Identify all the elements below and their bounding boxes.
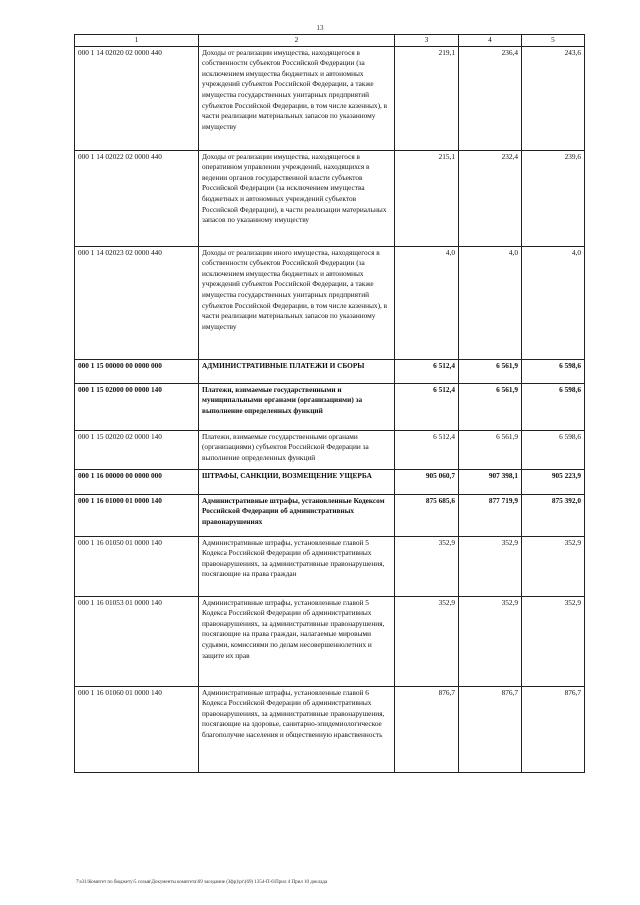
value-year2-cell: 352,9 xyxy=(459,536,522,596)
value-year2-cell: 6 561,9 xyxy=(459,383,522,430)
revenue-name-cell: Административные штрафы, установленные главой 5 Кодекса Российской Федерации об административных правонарушениях, за административные правонарушения, посягающие на права граждан, налагаемые мировыми судьями, комиссиями по делам несовершеннолетних и защите их прав xyxy=(199,596,395,686)
table-row xyxy=(75,383,585,430)
budget-code-cell: 000 1 16 01000 01 0000 140 xyxy=(75,494,199,536)
revenue-name-cell: Административные штрафы, установленные главой 6 Кодекса Российской Федерации об административных правонарушениях, за административные правонарушения, посягающие на здоровье, санитарно-эпидемиологическое благополучие населения и общественную нравственность xyxy=(199,686,395,772)
column-header-year2: 4 xyxy=(459,35,522,47)
budget-code-cell: 000 1 14 02020 02 0000 440 xyxy=(75,46,199,150)
budget-code-cell: 000 1 14 02023 02 0000 440 xyxy=(75,246,199,359)
column-header-year3: 5 xyxy=(522,35,585,47)
table-row xyxy=(75,430,585,469)
budget-code-cell: 000 1 16 01053 01 0000 140 xyxy=(75,596,199,686)
column-header-name: 2 xyxy=(199,35,395,47)
revenue-name-cell: Доходы от реализации имущества, находящегося в собственности субъектов Российской Федерации (за исключением имущества бюджетных и автономных учреждений субъектов Российской Федерации, а также имущества государственных унитарных предприятий субъектов Российской Федерации, в том числе казенных), в части реализации материальных запасов по указанному имуществу xyxy=(199,46,395,150)
revenue-name-cell: Доходы от реализации имущества, находящегося в оперативном управлении учреждений, находящихся в ведении органов государственной власти субъектов Российской Федерации (за исключением имущества бюджетных и автономных учреждений субъектов Российской Федерации), в части реализации материальных запасов по указанному имуществу xyxy=(199,150,395,246)
revenue-name-cell: ШТРАФЫ, САНКЦИИ, ВОЗМЕЩЕНИЕ УЩЕРБА xyxy=(199,469,395,494)
value-year2-cell: 876,7 xyxy=(459,686,522,772)
value-year2-cell: 232,4 xyxy=(459,150,522,246)
table-row xyxy=(75,494,585,536)
table-row xyxy=(75,359,585,383)
table-row xyxy=(75,246,585,359)
revenue-name-cell: Административные штрафы, установленные Кодексом Российской Федерации об административных правонарушениях xyxy=(199,494,395,536)
value-year1-cell: 352,9 xyxy=(395,536,459,596)
value-year2-cell: 352,9 xyxy=(459,596,522,686)
value-year1-cell: 352,9 xyxy=(395,596,459,686)
value-year2-cell: 236,4 xyxy=(459,46,522,150)
budget-code-cell: 000 1 15 02020 02 0000 140 xyxy=(75,430,199,469)
revenue-name-cell: Платежи, взимаемые государственными органами (организациями) субъектов Российской Федерации за выполнение определенных функций xyxy=(199,430,395,469)
value-year3-cell: 352,9 xyxy=(522,536,585,596)
budget-code-cell: 000 1 15 00000 00 0000 000 xyxy=(75,359,199,383)
value-year1-cell: 4,0 xyxy=(395,246,459,359)
page-number: 13 xyxy=(316,24,324,32)
value-year1-cell: 6 512,4 xyxy=(395,430,459,469)
value-year3-cell: 6 598,6 xyxy=(522,430,585,469)
value-year1-cell: 219,1 xyxy=(395,46,459,150)
value-year3-cell: 352,9 xyxy=(522,596,585,686)
budget-code-cell: 000 1 16 01060 01 0000 140 xyxy=(75,686,199,772)
table-row xyxy=(75,596,585,686)
revenue-name-cell: Административные штрафы, установленные главой 5 Кодекса Российской Федерации об административных правонарушениях, за административные правонарушения, посягающие на права граждан xyxy=(199,536,395,596)
value-year3-cell: 6 598,6 xyxy=(522,359,585,383)
value-year1-cell: 876,7 xyxy=(395,686,459,772)
value-year2-cell: 4,0 xyxy=(459,246,522,359)
value-year2-cell: 6 561,9 xyxy=(459,359,522,383)
budget-code-cell: 000 1 15 02000 00 0000 140 xyxy=(75,383,199,430)
value-year3-cell: 243,6 xyxy=(522,46,585,150)
value-year3-cell: 239,6 xyxy=(522,150,585,246)
value-year3-cell: 875 392,0 xyxy=(522,494,585,536)
table-row xyxy=(75,469,585,494)
value-year1-cell: 6 512,4 xyxy=(395,359,459,383)
column-header-year1: 3 xyxy=(395,35,459,47)
value-year2-cell: 877 719,9 xyxy=(459,494,522,536)
revenue-name-cell: Платежи, взимаемые государственными и муниципальными органами (организациями) за выполнение определенных функций xyxy=(199,383,395,430)
file-path-footer: 7\s31\Комитет по бюджету\5 созыв\Документы комитета\69 заседание (Зфр)\pr\(69) 1354-П-6\Прил 4 Прил 10 доклада xyxy=(76,880,328,885)
budget-code-cell: 000 1 16 01050 01 0000 140 xyxy=(75,536,199,596)
table-row xyxy=(75,46,585,150)
value-year3-cell: 4,0 xyxy=(522,246,585,359)
value-year1-cell: 215,1 xyxy=(395,150,459,246)
value-year2-cell: 6 561,9 xyxy=(459,430,522,469)
revenue-name-cell: АДМИНИСТРАТИВНЫЕ ПЛАТЕЖИ И СБОРЫ xyxy=(199,359,395,383)
column-header-code: 1 xyxy=(75,35,199,47)
budget-code-cell: 000 1 14 02022 02 0000 440 xyxy=(75,150,199,246)
table-header-row xyxy=(75,35,585,47)
table-row xyxy=(75,686,585,772)
value-year2-cell: 907 398,1 xyxy=(459,469,522,494)
value-year1-cell: 875 685,6 xyxy=(395,494,459,536)
table-row xyxy=(75,150,585,246)
value-year3-cell: 876,7 xyxy=(522,686,585,772)
value-year3-cell: 905 223,9 xyxy=(522,469,585,494)
table-row xyxy=(75,536,585,596)
value-year3-cell: 6 598,6 xyxy=(522,383,585,430)
revenue-name-cell: Доходы от реализации иного имущества, находящегося в собственности субъектов Российской Федерации (за исключением имущества бюджетных и автономных учреждений субъектов Российской Федерации, а также имущества государственных унитарных предприятий субъектов Российской Федерации, в том числе казенных), в части реализации материальных запасов по указанному имуществу xyxy=(199,246,395,359)
budget-revenue-table xyxy=(74,34,585,773)
value-year1-cell: 905 060,7 xyxy=(395,469,459,494)
budget-code-cell: 000 1 16 00000 00 0000 000 xyxy=(75,469,199,494)
value-year1-cell: 6 512,4 xyxy=(395,383,459,430)
